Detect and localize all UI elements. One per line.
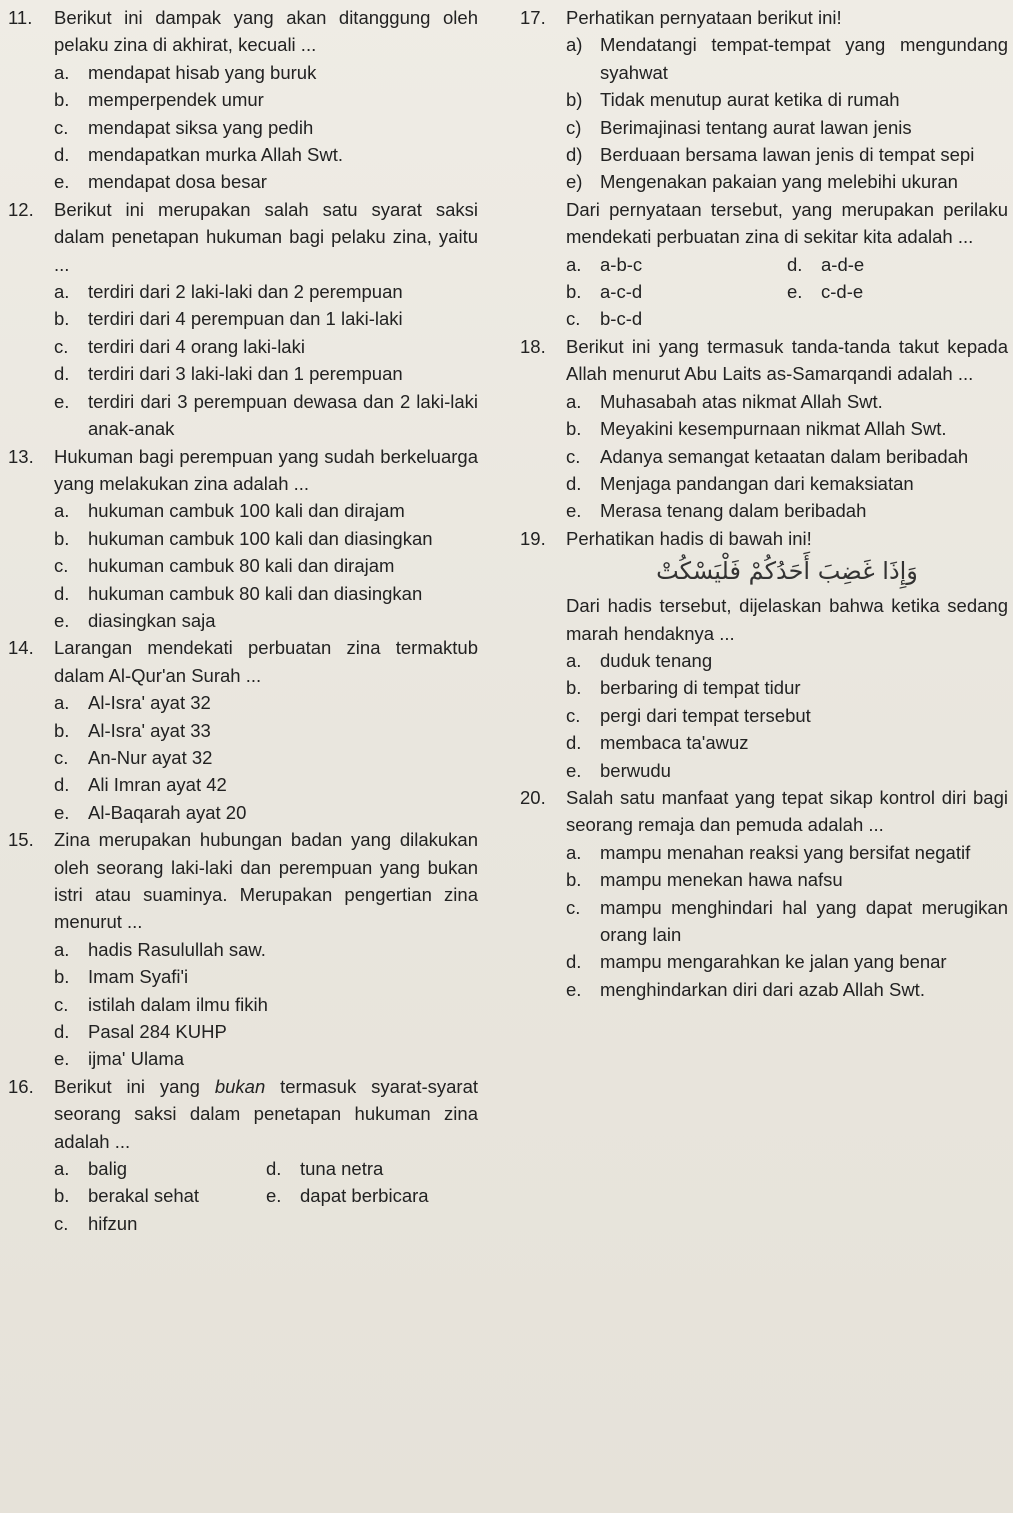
option-text: balig [88,1158,128,1180]
option-label: c. [566,704,581,726]
option[interactable] [8,333,478,360]
question-number: 18. [520,335,546,357]
question-16 [8,1073,478,1237]
question-stem: Berikut ini yang termasuk tanda-tanda takut kepada Allah menurut Abu Laits as-Samarqandi adalah ... [566,335,1008,385]
option[interactable] [520,388,1008,415]
option[interactable] [8,799,478,826]
question-number: 15. [8,829,34,851]
option-label: e. [566,500,582,522]
option-text: Menjaga pandangan dari kemaksiatan [600,472,914,494]
option[interactable] [520,674,1008,701]
option-label: e. [54,801,70,823]
option-label: d. [54,774,70,796]
option[interactable] [520,757,1008,784]
option[interactable] [54,1182,266,1209]
question-stem: Perhatikan pernyataan berikut ini! [566,7,842,28]
option[interactable] [520,729,1008,756]
option-text: a-d-e [821,253,865,275]
option[interactable] [8,305,478,332]
option-text: terdiri dari 4 perempuan dan 1 laki-laki [88,308,403,330]
option-label: a. [566,390,582,412]
option[interactable] [8,963,478,990]
option[interactable] [787,251,1008,278]
option[interactable] [520,415,1008,442]
option[interactable] [520,470,1008,497]
right-column [520,4,1008,1003]
statement-text: Berduaan bersama lawan jenis di tempat sepi [600,144,975,166]
question-14 [8,634,478,826]
option-text: terdiri dari 4 orang laki-laki [88,335,305,357]
question-13 [8,443,478,635]
option-label: a. [566,841,582,863]
option-label: b. [566,869,582,891]
option-text: Al-Isra' ayat 32 [88,692,211,714]
option-label: e. [266,1185,282,1207]
question-stem-pre: Berikut ini yang [54,1075,215,1097]
option-label: c. [54,116,69,138]
option-label: a. [54,692,70,714]
option-label: d. [54,582,70,604]
statement-label: a) [566,34,583,56]
option-text: berakal sehat [88,1185,200,1207]
option-text: dapat berbicara [300,1185,429,1207]
option-text: mampu menahan reaksi yang bersifat negatif [600,841,971,863]
option[interactable] [566,251,787,278]
option-label: d. [266,1158,282,1180]
option-label: a. [54,61,70,83]
option-text: membaca ta'awuz [600,732,749,754]
statement-label: d) [566,144,583,166]
option-text: Ali Imran ayat 42 [88,774,227,796]
option-label: d. [54,363,70,385]
question-number: 20. [520,786,546,808]
option[interactable] [520,976,1008,1003]
statement [520,141,1008,168]
question-stem-post: termasuk syarat-syarat seorang saksi dalam penetapan hukuman zina adalah ... [54,1075,478,1152]
option-label: b. [54,719,70,741]
question-stem: Hukuman bagi perempuan yang sudah berkeluarga yang melakukan zina adalah ... [54,445,478,494]
option-text: memperpendek umur [88,89,264,111]
options-grid [8,1155,478,1237]
option-text: terdiri dari 2 laki-laki dan 2 perempuan [88,281,403,303]
option[interactable] [54,1155,266,1182]
question-number: 13. [8,445,34,467]
hadith-arabic-text: وَإِذَا غَضِبَ أَحَدُكُمْ فَلْيَسْكُتْ [656,557,918,586]
option-text: mendapat hisab yang buruk [88,61,317,83]
question-number: 17. [520,7,546,28]
option-text: An-Nur ayat 32 [88,746,213,768]
option-text: mampu mengarahkan ke jalan yang benar [600,951,947,973]
option-text: Merasa tenang dalam beribadah [600,500,867,522]
option-text: Al-Isra' ayat 33 [88,719,211,741]
option[interactable] [8,86,478,113]
option-label: e. [54,390,70,412]
option-text: Al-Baqarah ayat 20 [88,801,247,823]
question-17 [520,4,1008,333]
option-text: hukuman cambuk 80 kali dan dirajam [88,555,395,577]
option-label: e. [54,1048,70,1070]
option-label: c. [54,746,69,768]
option-label: d. [54,1021,70,1043]
option-text: hukuman cambuk 100 kali dan dirajam [88,500,405,522]
option[interactable] [266,1182,478,1209]
option[interactable] [8,580,478,607]
statement-text: Berimajinasi tentang aurat lawan jenis [600,116,912,138]
option-text: mendapatkan murka Allah Swt. [88,144,344,166]
option-label: c. [566,445,581,467]
option-text: hukuman cambuk 80 kali dan diasingkan [88,582,423,604]
option-label: d. [566,732,582,754]
option-text: menghindarkan diri dari azab Allah Swt. [600,978,925,1000]
option[interactable] [520,866,1008,893]
question-12 [8,196,478,443]
option-text: Imam Syafi'i [88,966,189,988]
option-text: mendapat siksa yang pedih [88,116,314,138]
option-text: istilah dalam ilmu fikih [88,993,268,1015]
question-11 [8,4,478,196]
option-label: a. [54,1158,70,1180]
option-label: a. [54,281,70,303]
option-label: b. [54,308,70,330]
option-text: a-c-d [600,281,643,303]
option-text: berbaring di tempat tidur [600,677,801,699]
option-text: hukuman cambuk 100 kali dan diasingkan [88,527,433,549]
left-column [8,4,478,1237]
option-text: b-c-d [600,308,643,330]
option-text: berwudu [600,759,671,781]
option[interactable] [8,991,478,1018]
option-label: c. [54,555,69,577]
option-text: terdiri dari 3 perempuan dewasa dan 2 laki-laki anak-anak [88,390,478,440]
option[interactable] [566,278,787,305]
option[interactable] [8,689,478,716]
question-number: 19. [520,527,546,549]
option-label: b. [566,418,582,440]
question-19 [520,525,1008,784]
statement [520,86,1008,113]
option-label: c. [566,308,581,330]
option-text: terdiri dari 3 laki-laki dan 1 perempuan [88,363,403,385]
option-label: e. [566,978,582,1000]
option[interactable] [8,744,478,771]
question-note: Dari pernyataan tersebut, yang merupakan perilaku mendekati perbuatan zina di sekitar kita adalah ... [566,198,1008,248]
option[interactable] [8,717,478,744]
option-label: d. [54,144,70,166]
option-text: ijma' Ulama [88,1048,185,1070]
question-stem: Salah satu manfaat yang tepat sikap kontrol diri bagi seorang remaja dan pemuda adalah ... [566,786,1008,836]
option-label: c. [566,896,581,918]
question-stem: Zina merupakan hubungan badan yang dilakukan oleh seorang laki-laki dan perempuan yang bukan istri atau suaminya. Merupakan pengertian zina menurut ... [54,829,478,933]
option-text: tuna netra [300,1158,384,1180]
option[interactable] [566,305,787,332]
question-stem: Larangan mendekati perbuatan zina termaktub dalam Al-Qur'an Surah ... [54,637,478,686]
option-label: b. [54,527,70,549]
statement [520,114,1008,141]
options-grid [520,251,1008,333]
option-text: pergi dari tempat tersebut [600,704,811,726]
option-text: c-d-e [821,281,864,303]
option-text: duduk tenang [600,649,713,671]
statement-text: Mengenakan pakaian yang melebihi ukuran [600,171,958,193]
option[interactable] [520,497,1008,524]
option[interactable] [8,607,478,634]
statement [520,168,1008,195]
question-number: 11. [8,7,33,28]
option[interactable] [8,360,478,387]
option-label: c. [54,335,69,357]
statement-label: e) [566,171,583,193]
question-15 [8,826,478,1073]
option-label: a. [54,500,70,522]
option[interactable] [787,278,1008,305]
option-label: a. [566,649,582,671]
option-label: b. [566,677,582,699]
option[interactable] [8,388,478,443]
option[interactable] [8,278,478,305]
option[interactable] [520,443,1008,470]
option[interactable] [8,936,478,963]
option-text: diasingkan saja [88,609,216,631]
option-text: hadis Rasulullah saw. [88,938,266,960]
option[interactable] [8,552,478,579]
option-label: a. [566,253,582,275]
option[interactable] [8,114,478,141]
option-label: b. [566,281,582,303]
option-label: d. [787,253,803,275]
option-text: mampu menghindari hal yang dapat merugikan orang lain [600,896,1008,945]
option-label: b. [54,89,70,111]
question-note: Dari hadis tersebut, dijelaskan bahwa ketika sedang marah hendaknya ... [566,595,1008,644]
statement-text: Tidak menutup aurat ketika di rumah [600,89,900,111]
option[interactable] [8,525,478,552]
statement-label: b) [566,89,583,111]
question-stem-emphasis: bukan [214,1075,266,1097]
option[interactable] [8,771,478,798]
option-label: e. [54,171,70,193]
option[interactable] [266,1155,478,1182]
option[interactable] [8,1018,478,1045]
option[interactable] [8,1045,478,1072]
option-label: a. [54,938,70,960]
option-label: e. [54,609,70,631]
option-label: c. [54,993,69,1015]
option-text: mampu menekan hawa nafsu [600,869,843,891]
question-number: 14. [8,637,34,659]
question-18 [520,333,1008,525]
option-label: d. [566,951,582,973]
option-label: b. [54,966,70,988]
question-stem: Perhatikan hadis di bawah ini! [566,527,812,549]
option[interactable] [8,141,478,168]
option[interactable] [8,59,478,86]
option[interactable] [54,1210,266,1237]
option-text: Muhasabah atas nikmat Allah Swt. [600,390,883,412]
statement-text: Mendatangi tempat-tempat yang mengundang syahwat [600,34,1008,83]
option-label: b. [54,1185,70,1207]
option-label: d. [566,472,582,494]
option-text: Meyakini kesempurnaan nikmat Allah Swt. [600,418,947,440]
question-number: 16. [8,1075,34,1097]
option[interactable] [520,647,1008,674]
option-label: c. [54,1212,69,1234]
option-label: e. [566,759,582,781]
option-text: a-b-c [600,253,643,275]
question-20 [520,784,1008,1003]
question-number: 12. [8,198,34,220]
option-label: e. [787,281,803,303]
question-stem: Berikut ini merupakan salah satu syarat saksi dalam penetapan hukuman bagi pelaku zina, yaitu ... [54,198,478,275]
option[interactable] [520,702,1008,729]
statement-label: c) [566,116,582,138]
option-text: mendapat dosa besar [88,171,267,193]
option-text: Pasal 284 KUHP [88,1021,227,1043]
option[interactable] [520,948,1008,975]
option[interactable] [8,497,478,524]
option[interactable] [520,839,1008,866]
option-text: hifzun [88,1212,138,1234]
option[interactable] [8,168,478,195]
statement [520,31,1008,86]
option[interactable] [520,894,1008,949]
question-stem: Berikut ini dampak yang akan ditanggung oleh pelaku zina di akhirat, kecuali ... [54,7,478,56]
option-text: Adanya semangat ketaatan dalam beribadah [600,445,969,467]
